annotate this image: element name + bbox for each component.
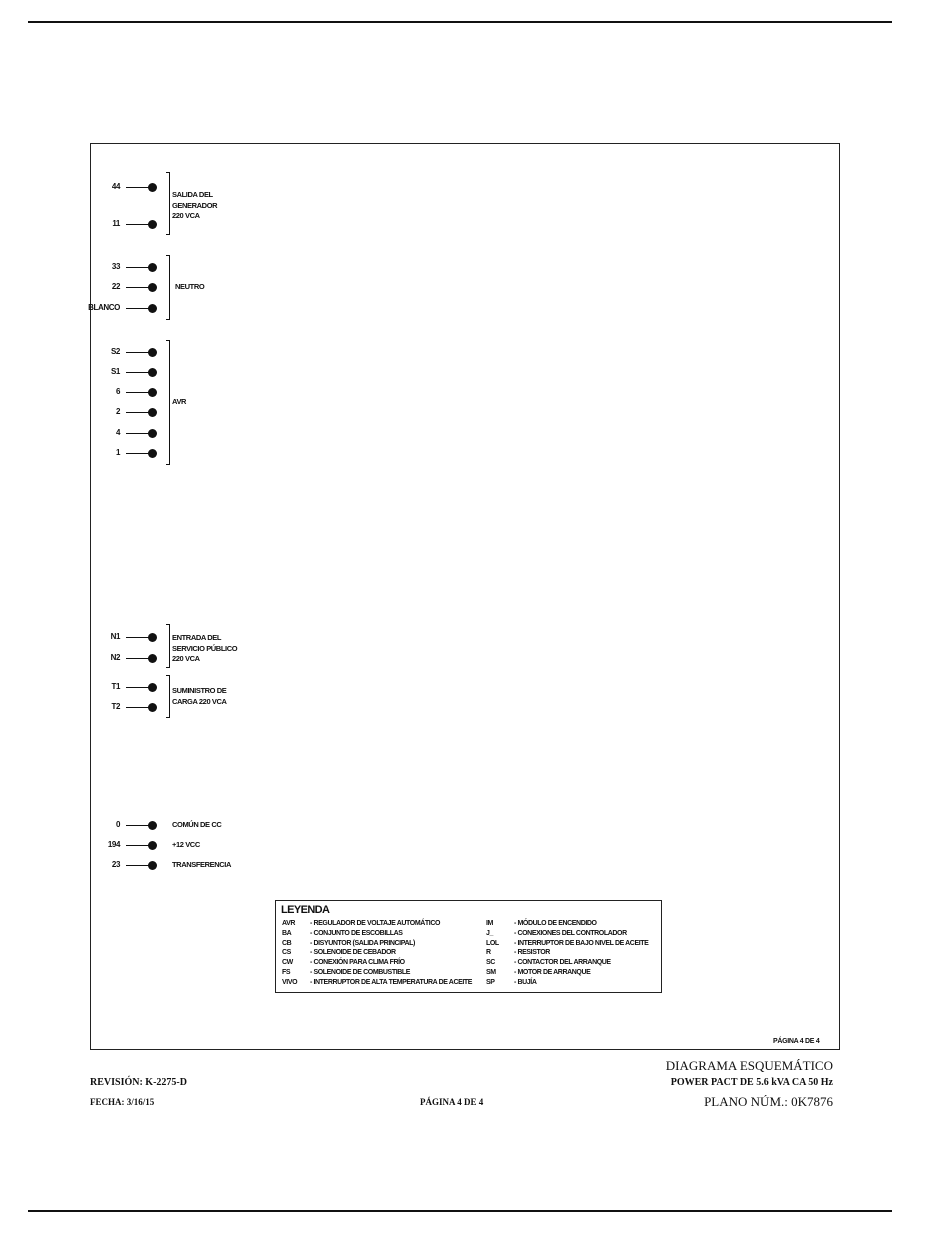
terminal-dot <box>148 654 157 663</box>
terminal-label: S1 <box>111 367 120 376</box>
legend-code: CB <box>282 939 292 947</box>
legend-desc: - CONEXIONES DEL CONTROLADOR <box>514 929 627 937</box>
terminal-label: 23 <box>111 860 120 869</box>
terminal-label: 1 <box>115 448 120 457</box>
legend-desc: - INTERRUPTOR DE BAJO NIVEL DE ACEITE <box>514 939 649 947</box>
legend-code: FS <box>282 969 291 976</box>
terminal-dot <box>148 683 157 692</box>
legend-code: VIVO <box>282 978 298 986</box>
terminal-dot <box>148 861 157 870</box>
terminal-wire <box>126 267 150 268</box>
legend-row <box>282 968 410 978</box>
legend-code: IM <box>486 920 493 927</box>
legend-row <box>486 968 590 978</box>
group-label-line: SALIDA DEL <box>172 190 213 199</box>
legend-row <box>486 939 648 949</box>
terminal-label: 4 <box>115 428 120 437</box>
page-label: PÁGINA 4 DE 4 <box>420 1097 484 1107</box>
legend-code: BA <box>282 929 292 937</box>
terminal-dot <box>148 368 157 377</box>
terminal-wire <box>126 187 150 188</box>
legend-row <box>282 978 472 988</box>
legend-row <box>486 919 597 929</box>
terminal-dot <box>148 841 157 850</box>
legend-code: SM <box>486 969 496 976</box>
title-block-title: DIAGRAMA ESQUEMÁTICO <box>665 1058 833 1073</box>
terminal-wire <box>126 865 150 866</box>
terminal-dot <box>148 821 157 830</box>
legend-desc: - REGULADOR DE VOLTAJE AUTOMÁTICO <box>310 920 441 927</box>
group-bracket <box>166 340 170 465</box>
group-label-line: +12 VCC <box>172 840 200 849</box>
group-label-line: 220 VCA <box>172 211 200 220</box>
title-block-plan: PLANO NÚM.: 0K7876 <box>704 1094 833 1109</box>
terminal-label: 0 <box>115 820 120 829</box>
group-label-line: COMÚN DE CC <box>172 820 222 829</box>
legend-code: R <box>486 949 491 957</box>
legend-desc: - MOTOR DE ARRANQUE <box>514 969 591 976</box>
group-label-plus-12v <box>172 840 200 851</box>
terminal-label: 194 <box>107 840 120 849</box>
terminal-wire <box>126 287 150 288</box>
group-label-load-supply <box>172 686 227 707</box>
terminal-wire <box>126 392 150 393</box>
terminal-dot <box>148 633 157 642</box>
legend-desc: - CONJUNTO DE ESCOBILLAS <box>310 929 403 937</box>
terminal-label: 2 <box>115 407 120 416</box>
terminal-wire <box>126 352 150 353</box>
group-label-line: CARGA 220 VCA <box>172 696 227 706</box>
terminal-wire <box>126 433 150 434</box>
group-label-line: AVR <box>172 397 187 406</box>
legend-code: CS <box>282 949 291 957</box>
group-bracket <box>166 172 170 235</box>
inner-page-label: PÁGINA 4 DE 4 <box>773 1038 820 1045</box>
legend-row <box>486 978 536 988</box>
legend-row <box>282 939 415 949</box>
legend-desc: - RESISTOR <box>514 949 550 957</box>
legend-code: SP <box>486 978 495 986</box>
group-label-line: SUMINISTRO DE <box>172 686 227 695</box>
terminal-dot <box>148 449 157 458</box>
legend-box <box>275 900 662 993</box>
date-label: FECHA: 3/16/15 <box>90 1097 155 1107</box>
terminal-dot <box>148 388 157 397</box>
legend-code: J_ <box>486 929 493 937</box>
group-label-line: GENERADOR <box>172 200 218 210</box>
terminal-wire <box>126 372 150 373</box>
revision-label: REVISIÓN: K-2275-D <box>90 1077 187 1088</box>
terminal-dot <box>148 283 157 292</box>
bottom-rule <box>28 1210 892 1212</box>
terminal-label: 44 <box>111 182 120 191</box>
group-label-dc-common <box>172 820 221 831</box>
group-label-utility-input <box>172 633 237 665</box>
group-bracket <box>166 675 170 718</box>
terminal-wire <box>126 687 150 688</box>
group-label-line: TRANSFERENCIA <box>172 860 231 869</box>
group-label-generator-output <box>172 190 217 222</box>
legend-row <box>282 948 396 958</box>
terminal-label: BLANCO <box>88 303 120 312</box>
terminal-label: N2 <box>110 653 120 662</box>
legend-code: SC <box>486 959 495 967</box>
legend-desc: - SOLENOIDE DE COMBUSTIBLE <box>310 969 411 976</box>
group-label-avr <box>172 397 186 408</box>
legend-row <box>486 948 550 958</box>
legend-row <box>282 919 440 929</box>
terminal-dot <box>148 408 157 417</box>
terminal-wire <box>126 825 150 826</box>
legend-row <box>282 958 405 968</box>
legend-desc: - DISYUNTOR (SALIDA PRINCIPAL) <box>310 939 415 947</box>
legend-desc: - CONTACTOR DEL ARRANQUE <box>514 959 611 967</box>
terminal-dot <box>148 263 157 272</box>
terminal-label: 11 <box>112 219 120 228</box>
terminal-wire <box>126 308 150 309</box>
terminal-label: 33 <box>111 262 120 271</box>
terminal-dot <box>148 220 157 229</box>
legend-row <box>282 929 403 939</box>
terminal-dot <box>148 703 157 712</box>
title-block-subtitle: POWER PACT DE 5.6 kVA CA 50 Hz <box>670 1077 833 1088</box>
terminal-wire <box>126 637 150 638</box>
group-label-neutral <box>175 282 204 293</box>
legend-desc: - SOLENOIDE DE CEBADOR <box>310 949 396 957</box>
group-label-line: 220 VCA <box>172 654 200 663</box>
terminal-wire <box>126 658 150 659</box>
terminal-dot <box>148 304 157 313</box>
group-label-line: SERVICIO PÚBLICO <box>172 643 238 653</box>
terminal-wire <box>126 224 150 225</box>
group-label-transfer <box>172 860 231 871</box>
legend-desc: - INTERRUPTOR DE ALTA TEMPERATURA DE ACEITE <box>310 978 473 986</box>
legend-desc: - BUJÍA <box>514 978 537 986</box>
terminal-label: 22 <box>111 282 120 291</box>
terminal-dot <box>148 183 157 192</box>
terminal-label: S2 <box>111 347 120 356</box>
legend-code: CW <box>282 959 293 967</box>
terminal-label: T1 <box>111 682 120 691</box>
legend-code: AVR <box>282 920 296 927</box>
legend-row <box>486 929 627 939</box>
terminal-label: T2 <box>111 702 120 711</box>
legend-title: LEYENDA <box>281 904 330 916</box>
legend-code: LOL <box>486 939 499 947</box>
terminal-label: 6 <box>115 387 120 396</box>
terminal-dot <box>148 348 157 357</box>
top-rule <box>28 21 892 23</box>
terminal-wire <box>126 707 150 708</box>
terminal-wire <box>126 845 150 846</box>
legend-row <box>486 958 611 968</box>
legend-desc: - MÓDULO DE ENCENDIDO <box>514 920 597 927</box>
terminal-dot <box>148 429 157 438</box>
group-bracket <box>166 624 170 668</box>
group-label-line: NEUTRO <box>175 282 205 291</box>
terminal-wire <box>126 412 150 413</box>
group-bracket <box>166 255 170 320</box>
legend-desc: - CONEXIÓN PARA CLIMA FRÍO <box>310 959 405 967</box>
terminal-wire <box>126 453 150 454</box>
group-label-line: ENTRADA DEL <box>172 633 222 642</box>
terminal-label: N1 <box>110 632 120 641</box>
